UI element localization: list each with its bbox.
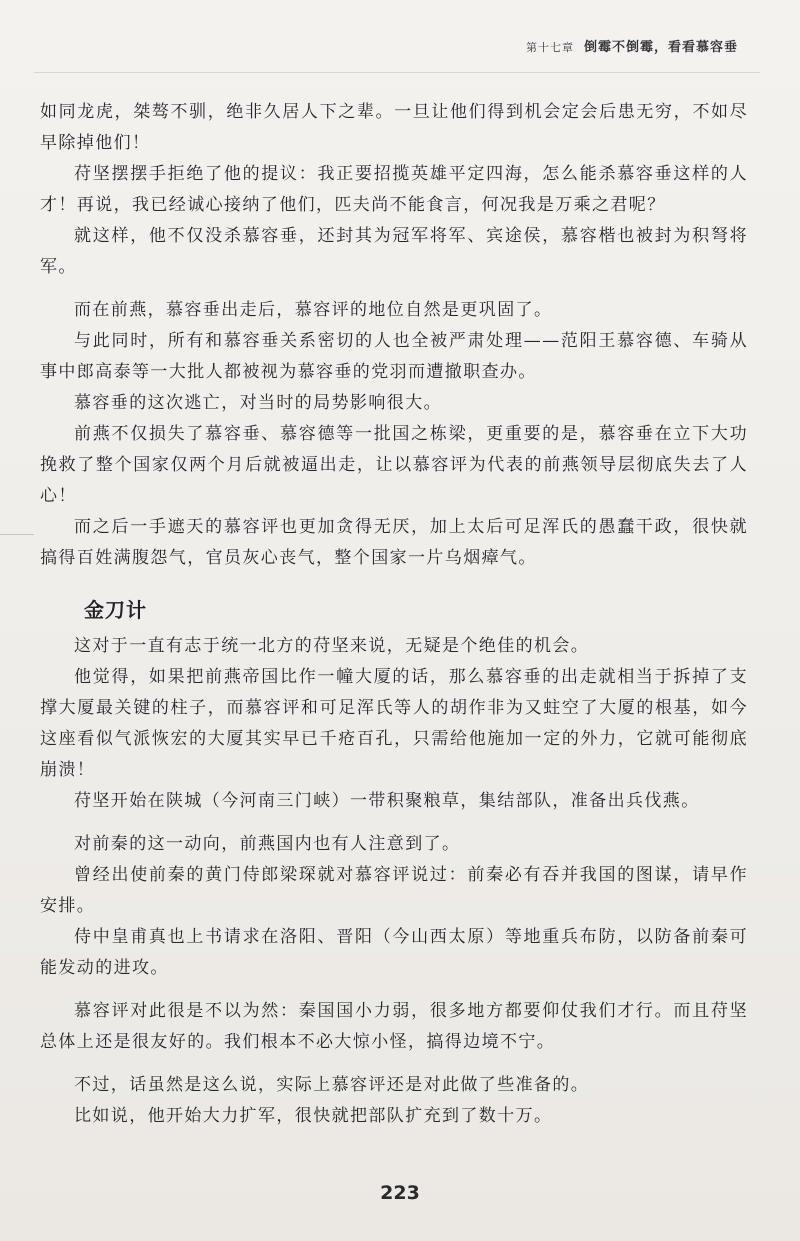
chapter-label: 第十七章 (525, 41, 574, 54)
paragraph: 而之后一手遮天的慕容评也更加贪得无厌，加上太后可足浑氏的愚蠢干政，很快就搞得百姓满腹怨气，官员灰心丧气，整个国家一片乌烟瘴气。 (40, 517, 748, 568)
paragraph: 他觉得，如果把前燕帝国比作一幢大厦的话，那么慕容垂的出走就相当于拆掉了支撑大厦最关键的柱子，而慕容评和可足浑氏等人的胡作非为又蛀空了大厦的根基，如今这座看似气派恢宏的大厦其实早已千疮百孔，只需给他施加一定的外力，它就可能彻底崩溃！ (40, 667, 748, 780)
page-edge-mark (0, 534, 34, 535)
paragraph: 慕容评对此很是不以为然：秦国国小力弱，很多地方都要仰仗我们才行。而且苻坚总体上还是很友好的。我们根本不必大惊小怪，搞得边境不宁。 (40, 1001, 748, 1052)
section-heading: 金刀计 (84, 598, 147, 622)
paragraph: 对前秦的这一动向，前燕国内也有人注意到了。 (74, 834, 461, 854)
paragraph: 慕容垂的这次逃亡，对当时的局势影响很大。 (74, 393, 442, 413)
paragraph: 而在前燕，慕容垂出走后，慕容评的地位自然是更巩固了。 (74, 300, 553, 320)
paragraph: 曾经出使前秦的黄门侍郎梁琛就对慕容评说过：前秦必有吞并我国的图谋，请早作安排。 (40, 865, 748, 916)
paragraph: 侍中皇甫真也上书请求在洛阳、晋阳（今山西太原）等地重兵布防，以防备前秦可能发动的进攻。 (40, 927, 748, 978)
body-text (40, 97, 748, 1132)
chapter-title: 倒霉不倒霉，看看慕容垂 (583, 40, 738, 55)
paragraph: 与此同时，所有和慕容垂关系密切的人也全被严肃处理——范阳王慕容德、车骑从事中郎高泰等一大批人都被视为慕容垂的党羽而遭撤职查办。 (40, 331, 748, 382)
paragraph: 就这样，他不仅没杀慕容垂，还封其为冠军将军、宾途侯，慕容楷也被封为积弩将军。 (40, 226, 748, 277)
paragraph: 苻坚摆摆手拒绝了他的提议：我正要招揽英雄平定四海，怎么能杀慕容垂这样的人才！再说，我已经诚心接纳了他们，匹夫尚不能食言，何况我是万乘之君呢？ (40, 164, 748, 215)
paragraph: 不过，话虽然是这么说，实际上慕容评还是对此做了些准备的。 (74, 1075, 590, 1095)
page-number: 223 (380, 1182, 420, 1204)
paragraph: 如同龙虎，桀骜不驯，绝非久居人下之辈。一旦让他们得到机会定会后患无穷，不如尽早除掉他们！ (40, 102, 748, 153)
paragraph: 这对于一直有志于统一北方的苻坚来说，无疑是个绝佳的机会。 (74, 636, 590, 656)
paragraph: 比如说，他开始大力扩军，很快就把部队扩充到了数十万。 (74, 1106, 553, 1126)
header-divider (34, 72, 760, 73)
paragraph: 苻坚开始在陕城（今河南三门峡）一带积聚粮草，集结部队，准备出兵伐燕。 (74, 791, 700, 811)
paragraph: 前燕不仅损失了慕容垂、慕容德等一批国之栋梁，更重要的是，慕容垂在立下大功挽救了整个国家仅两个月后就被逼出走，让以慕容评为代表的前燕领导层彻底失去了人心！ (40, 424, 748, 506)
running-header (526, 36, 738, 55)
